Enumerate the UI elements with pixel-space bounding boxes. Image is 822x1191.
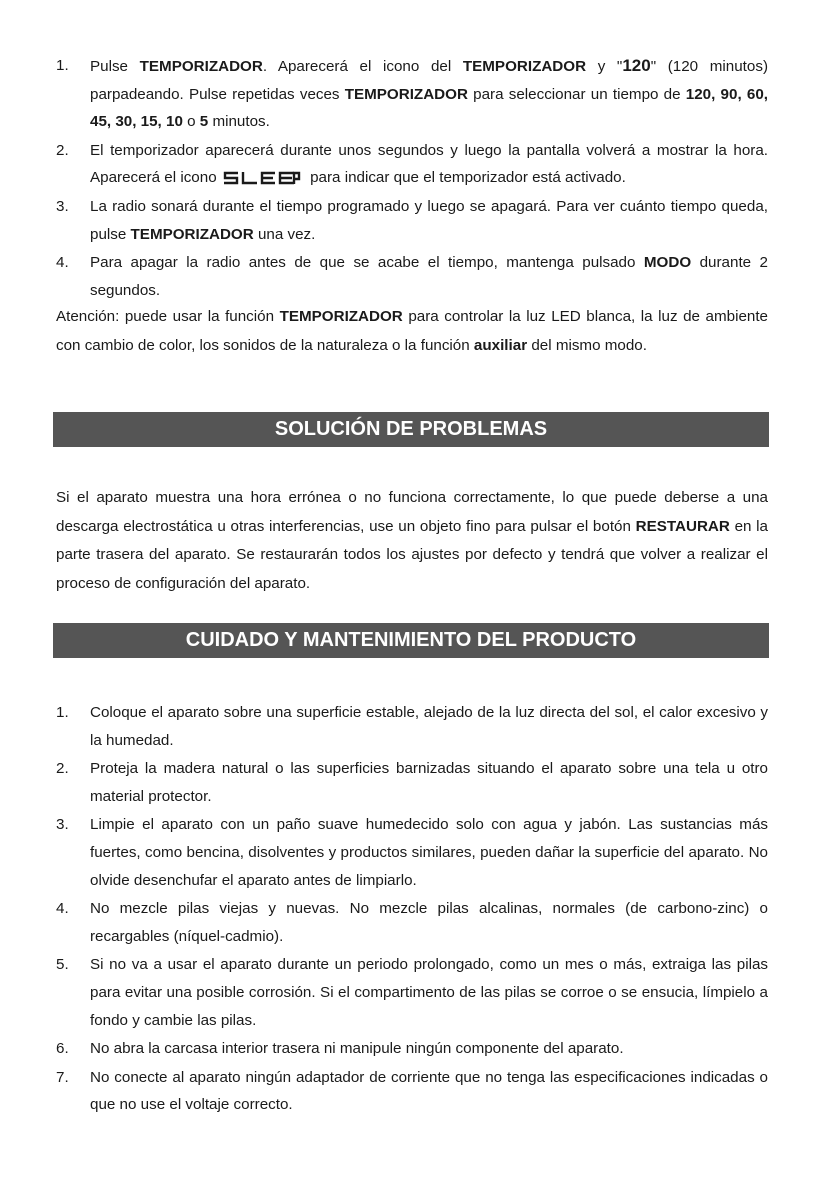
text-run: La radio sonará durante el tiempo programado y luego se apagará. Para ver cuánto tiempo queda, pulse	[90, 197, 768, 243]
text-run: para indicar que el temporizador está activado.	[305, 169, 626, 187]
item-number: 4.	[56, 254, 69, 272]
text-run: o	[182, 113, 200, 131]
list-item	[56, 1064, 768, 1119]
bold-term: auxiliar	[473, 336, 528, 354]
timer-steps-list	[56, 52, 768, 305]
list-item	[56, 193, 768, 248]
item-number: 4.	[56, 900, 69, 918]
item-number: 2.	[56, 141, 69, 159]
list-item	[56, 895, 768, 950]
list-item	[56, 1035, 768, 1063]
bold-term: 120	[622, 56, 651, 75]
care-list	[56, 699, 768, 1120]
item-number: 6.	[56, 1040, 69, 1058]
item-text: Coloque el aparato sobre una superficie estable, alejado de la luz directa del sol, el calor excesivo y la humedad.	[90, 704, 768, 749]
item-number: 7.	[56, 1068, 69, 1086]
bold-term: MODO	[643, 254, 692, 272]
item-text: No abra la carcasa interior trasera ni manipule ningún componente del aparato.	[90, 1040, 624, 1058]
text-run: durante 2 segundos.	[90, 254, 768, 299]
bold-term: 5	[199, 113, 209, 131]
bold-term: TEMPORIZADOR	[139, 58, 263, 75]
section-heading-care: CUIDADO Y MANTENIMIENTO DEL PRODUCTO	[53, 623, 769, 658]
item-text: No conecte al aparato ningún adaptador de corriente que no tenga las especificaciones indicadas o que no use el voltaje correcto.	[90, 1068, 768, 1114]
text-run: en la parte trasera del aparato. Se restaurarán todos los ajustes por defecto y tendrá que volver a realizar el proceso de configuración del aparato.	[56, 517, 768, 592]
text-run: minutos.	[208, 113, 270, 131]
text-run: Atención: puede usar la función	[56, 308, 280, 325]
item-number: 3.	[56, 197, 69, 215]
bold-term: 120, 90, 60, 45, 30, 15, 10	[90, 85, 768, 131]
item-number: 3.	[56, 816, 69, 834]
list-item	[56, 811, 768, 894]
text-run: una vez.	[253, 225, 316, 243]
text-run: para seleccionar un tiempo de	[467, 85, 686, 103]
list-item	[56, 951, 768, 1034]
item-text: Proteja la madera natural o las superficies barnizadas situando el aparato sobre una tela u otro material protector.	[90, 760, 768, 805]
list-item	[56, 249, 768, 304]
item-text: Limpie el aparato con un paño suave humedecido solo con agua y jabón. Las sustancias más fuertes, como bencina, disolventes y productos similares, pueden dañar la superficie del aparato. No olvide desenchufar el aparato antes de limpiarlo.	[90, 816, 768, 889]
bold-term: TEMPORIZADOR	[344, 85, 468, 103]
item-number: 2.	[56, 760, 69, 778]
item-number: 1.	[56, 704, 69, 721]
list-item	[56, 137, 768, 192]
text-run: . Aparecerá el icono del	[262, 58, 463, 75]
text-run: Si el aparato muestra una hora errónea o no funciona correctamente, lo que puede deberse a una descarga electrostática u otras interferencias, use un objeto fino para pulsar el botón	[56, 489, 768, 535]
sleep-icon	[223, 171, 303, 185]
text-run: y "	[586, 58, 623, 75]
bold-term: RESTAURAR	[635, 517, 730, 535]
item-number: 5.	[56, 956, 69, 974]
text-run: El temporizador aparecerá durante unos segundos y luego la pantalla volverá a mostrar la hora. Aparecerá el icono	[90, 141, 768, 187]
text-run: Pulse	[90, 58, 140, 75]
list-item	[56, 52, 768, 136]
bold-term: TEMPORIZADOR	[130, 225, 254, 243]
bold-term: TEMPORIZADOR	[462, 58, 587, 75]
troubleshooting-paragraph	[56, 484, 768, 598]
section-heading-troubleshooting: SOLUCIÓN DE PROBLEMAS	[53, 412, 769, 447]
text-run: " (120 minutos) parpadeando. Pulse repetidas veces	[90, 58, 769, 103]
list-item	[56, 755, 768, 810]
text-run: del mismo modo.	[527, 336, 647, 354]
text-run: para controlar la luz LED blanca, la luz de ambiente con cambio de color, los sonidos de la naturaleza o la función	[56, 308, 768, 354]
item-number: 1.	[56, 57, 69, 74]
bold-term: TEMPORIZADOR	[279, 308, 403, 325]
text-run: Para apagar la radio antes de que se acabe el tiempo, mantenga pulsado	[90, 254, 644, 272]
list-item	[56, 699, 768, 754]
item-text: No mezcle pilas viejas y nuevas. No mezcle pilas alcalinas, normales (de carbono-zinc) o recargables (níquel-cadmio).	[90, 900, 768, 945]
timer-note	[56, 303, 768, 360]
item-text: Si no va a usar el aparato durante un periodo prolongado, como un mes o más, extraiga las pilas para evitar una posible corrosión. Si el compartimento de las pilas se corroe o se ensucia, límpielo a fondo y cambie las pilas.	[90, 956, 768, 1029]
